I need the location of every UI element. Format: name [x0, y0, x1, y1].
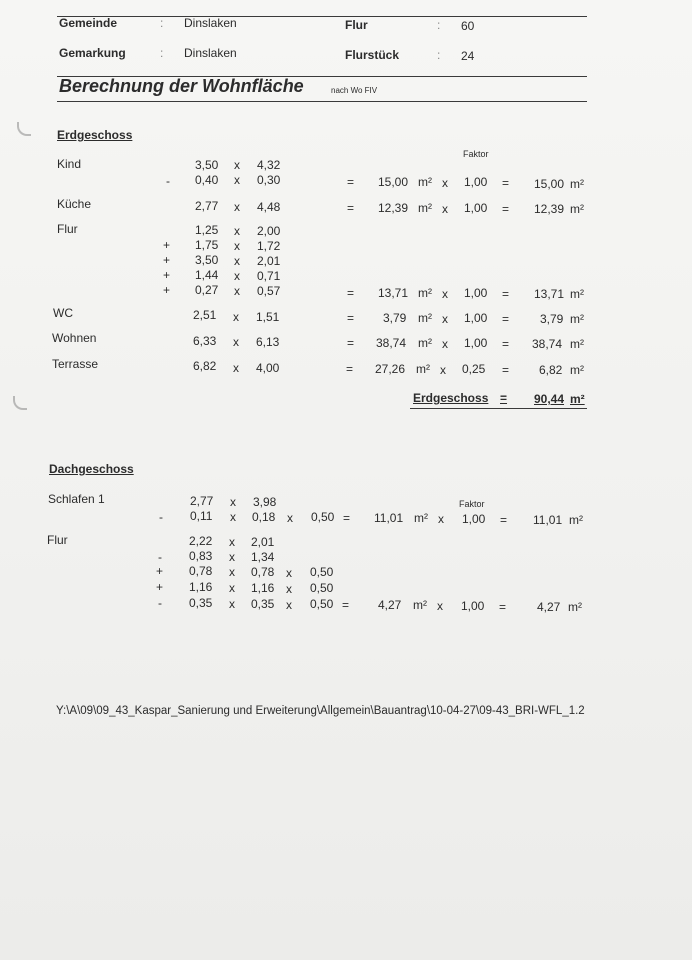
equals-sign: = [347, 201, 355, 215]
result-value: 6,82 [539, 363, 563, 377]
times-sign: x [442, 287, 448, 301]
operator-sign: - [166, 174, 170, 188]
times-sign: x [442, 337, 448, 351]
equals-sign: = [347, 336, 355, 350]
times-sign: x [234, 158, 240, 172]
times-sign: x [234, 269, 240, 283]
dimension-value: 1,16 [251, 581, 275, 595]
dimension-value: 4,00 [256, 361, 280, 375]
section-heading-erdgeschoss: Erdgeschoss [57, 128, 133, 142]
times-sign: x [286, 566, 292, 580]
dimension-value: 2,51 [193, 308, 217, 322]
dimension-value: 1,16 [189, 580, 213, 594]
unit: m² [418, 175, 432, 189]
times-sign: x [437, 599, 443, 613]
times-sign: x [234, 200, 240, 214]
title-bottom-rule [57, 101, 587, 102]
unit: m² [418, 201, 432, 215]
flur-sep: : [437, 18, 441, 32]
dimension-value: 0,30 [257, 173, 281, 187]
operator-sign: - [158, 596, 162, 610]
unit: m² [570, 287, 584, 301]
unit: m² [418, 311, 432, 325]
factor-value: 1,00 [464, 201, 488, 215]
factor-value: 1,00 [464, 286, 488, 300]
faktor-label: Faktor [459, 499, 485, 509]
punch-mark [17, 122, 31, 136]
factor-value: 1,00 [461, 599, 485, 613]
times-sign: x [438, 512, 444, 526]
times-sign: x [442, 312, 448, 326]
gemeinde-value: Dinslaken [184, 16, 237, 30]
dimension-value: 1,75 [195, 238, 219, 252]
equals-sign: = [502, 337, 510, 351]
floor-total-value: 90,44 [534, 392, 565, 406]
times-sign: x [229, 550, 235, 564]
times-sign: x [442, 176, 448, 190]
room-label-schlafen: Schlafen 1 [48, 492, 105, 506]
gemeinde-sep: : [160, 16, 164, 30]
unit: m² [570, 363, 584, 377]
times-sign: x [440, 363, 446, 377]
unit: m² [570, 177, 584, 191]
dimension-value: 0,50 [310, 565, 334, 579]
result-value: 3,79 [540, 312, 564, 326]
unit: m² [570, 202, 584, 216]
times-sign: x [233, 361, 239, 375]
operator-sign: + [163, 238, 171, 252]
page-title: Berechnung der Wohnfläche [59, 76, 304, 96]
flurstueck-value: 24 [461, 49, 475, 63]
total-underline [410, 408, 587, 409]
dimension-value: 2,22 [189, 534, 213, 548]
equals-sign: = [346, 362, 354, 376]
unit: m² [418, 286, 432, 300]
equals-sign: = [502, 287, 510, 301]
faktor-label: Faktor [463, 149, 489, 159]
page-subtitle: nach Wo FIV [331, 86, 378, 95]
times-sign: x [234, 284, 240, 298]
factor-value: 0,25 [462, 362, 486, 376]
room-label-kueche: Küche [57, 197, 92, 211]
dimension-value: 1,72 [257, 239, 281, 253]
floor-total-label: Erdgeschoss [413, 391, 489, 405]
area-value: 27,26 [375, 362, 406, 376]
dimension-value: 0,50 [311, 510, 335, 524]
room-label-flur: Flur [47, 533, 68, 547]
dimension-value: 2,77 [190, 494, 214, 508]
dimension-value: 6,13 [256, 335, 280, 349]
unit: m² [570, 312, 584, 326]
area-value: 11,01 [374, 511, 404, 525]
equals-sign: = [347, 311, 355, 325]
times-sign: x [229, 597, 235, 611]
unit: m² [416, 362, 430, 376]
top-rule [57, 16, 587, 17]
operator-sign: + [156, 564, 164, 578]
area-value: 15,00 [378, 175, 409, 189]
dimension-value: 3,50 [195, 253, 219, 267]
punch-mark [13, 396, 27, 410]
equals-sign: = [500, 391, 508, 405]
operator-sign: + [156, 580, 164, 594]
times-sign: x [230, 495, 236, 509]
dimension-value: 0,83 [189, 549, 213, 563]
times-sign: x [234, 239, 240, 253]
dimension-value: 3,50 [195, 158, 219, 172]
dimension-value: 1,25 [195, 223, 219, 237]
result-value: 11,01 [533, 513, 563, 527]
equals-sign: = [502, 312, 510, 326]
factor-value: 1,00 [464, 336, 488, 350]
operator-sign: + [163, 268, 171, 282]
room-label-flur: Flur [57, 222, 78, 236]
dimension-value: 2,01 [251, 535, 275, 549]
operator-sign: - [159, 510, 163, 524]
dimension-value: 2,77 [195, 199, 219, 213]
room-label-wc: WC [53, 306, 73, 320]
factor-value: 1,00 [462, 512, 486, 526]
area-value: 12,39 [378, 201, 409, 215]
result-value: 13,71 [534, 287, 565, 301]
times-sign: x [229, 535, 235, 549]
dimension-value: 6,33 [193, 334, 217, 348]
gemarkung-sep: : [160, 46, 164, 60]
area-value: 38,74 [376, 336, 407, 350]
unit: m² [568, 600, 582, 614]
unit: m² [414, 511, 428, 525]
dimension-value: 2,01 [257, 254, 281, 268]
times-sign: x [286, 582, 292, 596]
flur-value: 60 [461, 19, 475, 33]
equals-sign: = [347, 175, 355, 189]
flurstueck-label: Flurstück [345, 48, 400, 62]
dimension-value: 0,78 [189, 564, 213, 578]
times-sign: x [230, 510, 236, 524]
operator-sign: - [158, 550, 162, 564]
dimension-value: 0,57 [257, 284, 281, 298]
factor-value: 1,00 [464, 311, 488, 325]
room-label-wohnen: Wohnen [52, 331, 97, 345]
result-value: 4,27 [537, 600, 561, 614]
operator-sign: + [163, 253, 171, 267]
times-sign: x [234, 254, 240, 268]
dimension-value: 4,48 [257, 200, 281, 214]
dimension-value: 2,00 [257, 224, 281, 238]
room-label-kind: Kind [57, 157, 82, 171]
dimension-value: 0,18 [252, 510, 276, 524]
dimension-value: 4,32 [257, 158, 281, 172]
equals-sign: = [502, 202, 510, 216]
dimension-value: 0,35 [189, 596, 213, 610]
dimension-value: 0,50 [310, 581, 334, 595]
times-sign: x [286, 598, 292, 612]
times-sign: x [229, 565, 235, 579]
operator-sign: + [163, 283, 171, 297]
gemeinde-label: Gemeinde [59, 16, 118, 30]
dimension-value: 0,35 [251, 597, 275, 611]
area-value: 4,27 [378, 598, 402, 612]
section-heading-dachgeschoss: Dachgeschoss [49, 462, 134, 476]
flur-label: Flur [345, 18, 368, 32]
dimension-value: 1,34 [251, 550, 275, 564]
result-value: 15,00 [534, 177, 565, 191]
file-path: Y:\A\09\09_43_Kaspar_Sanierung und Erweiterung\Allgemein\Bauantrag\10-04-27\09-43_BRI-WFL_1.2 [56, 705, 585, 717]
dimension-value: 0,27 [195, 283, 219, 297]
result-value: 38,74 [532, 337, 563, 351]
dimension-value: 0,78 [251, 565, 275, 579]
unit: m² [413, 598, 427, 612]
dimension-value: 0,50 [310, 597, 334, 611]
gemarkung-value: Dinslaken [184, 46, 237, 60]
gemarkung-label: Gemarkung [59, 46, 126, 60]
factor-value: 1,00 [464, 175, 488, 189]
flurstueck-sep: : [437, 48, 441, 62]
equals-sign: = [502, 363, 510, 377]
times-sign: x [233, 335, 239, 349]
unit: m² [570, 392, 585, 406]
times-sign: x [234, 224, 240, 238]
unit: m² [570, 337, 584, 351]
dimension-value: 1,51 [256, 310, 280, 324]
times-sign: x [287, 511, 293, 525]
dimension-value: 0,40 [195, 173, 219, 187]
equals-sign: = [343, 511, 351, 525]
dimension-value: 1,44 [195, 268, 219, 282]
equals-sign: = [502, 176, 510, 190]
unit: m² [569, 513, 583, 527]
dimension-value: 3,98 [253, 495, 277, 509]
equals-sign: = [342, 598, 350, 612]
equals-sign: = [500, 513, 508, 527]
room-label-terrasse: Terrasse [52, 357, 99, 371]
times-sign: x [229, 581, 235, 595]
equals-sign: = [347, 286, 355, 300]
equals-sign: = [499, 600, 507, 614]
result-value: 12,39 [534, 202, 565, 216]
area-value: 13,71 [378, 286, 409, 300]
dimension-value: 6,82 [193, 359, 217, 373]
dimension-value: 0,11 [190, 509, 213, 523]
times-sign: x [233, 310, 239, 324]
times-sign: x [442, 202, 448, 216]
unit: m² [418, 336, 432, 350]
area-value: 3,79 [383, 311, 407, 325]
times-sign: x [234, 173, 240, 187]
dimension-value: 0,71 [257, 269, 281, 283]
